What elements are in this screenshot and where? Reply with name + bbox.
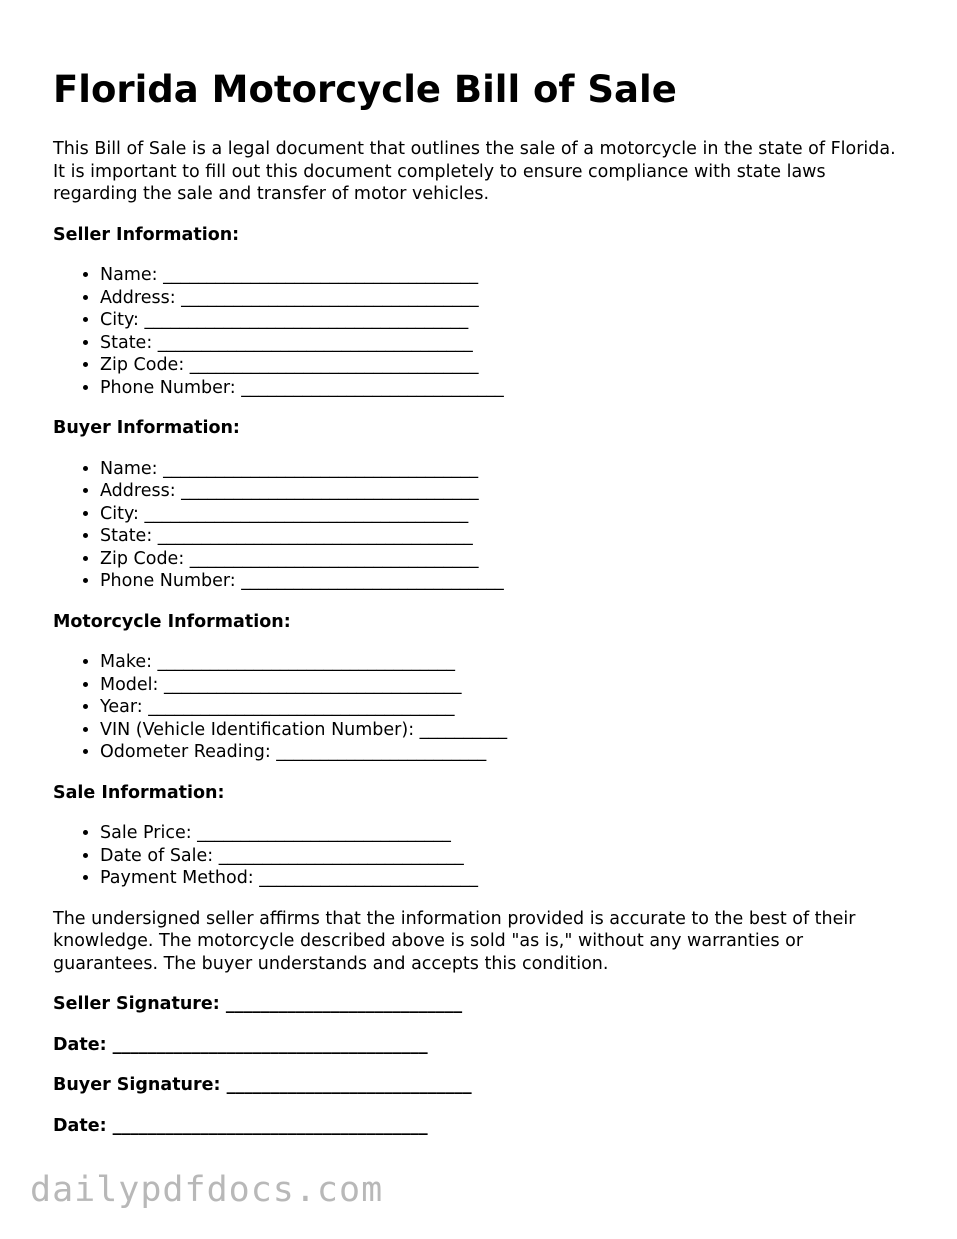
- buyer-phone-field: • Phone Number: ______________________________: [100, 570, 913, 593]
- page-title: Florida Motorcycle Bill of Sale: [53, 68, 677, 111]
- buyer-signature-line: Buyer Signature: ____________________________: [53, 1075, 472, 1095]
- sale-fields-list: [53, 822, 913, 890]
- buyer-state-field: • State: ____________________________________: [100, 525, 913, 548]
- motorcycle-fields-list: [53, 651, 913, 764]
- seller-fields-list: [53, 264, 913, 399]
- intro-paragraph: This Bill of Sale is a legal document that outlines the sale of a motorcycle in the state of Florida. It is important to fill out this document completely to ensure compliance with state laws regarding the sale and transfer of motor vehicles.: [53, 139, 896, 204]
- motorcycle-section-heading: Motorcycle Information:: [53, 611, 291, 632]
- buyer-name-field: • Name: ____________________________________: [100, 458, 913, 481]
- seller-section-heading: Seller Information:: [53, 224, 240, 245]
- seller-zip-field: • Zip Code: _________________________________: [100, 354, 913, 377]
- motorcycle-year-field: • Year: ___________________________________: [100, 696, 913, 719]
- watermark: dailypdfdocs.com: [30, 1170, 384, 1210]
- sale-price-field: • Sale Price: _____________________________: [100, 822, 913, 845]
- seller-phone-field: • Phone Number: ______________________________: [100, 377, 913, 400]
- seller-state-field: • State: ____________________________________: [100, 332, 913, 355]
- document-page: [53, 66, 913, 1155]
- buyer-date-line: Date: ____________________________________: [53, 1115, 428, 1136]
- seller-city-field: • City: _____________________________________: [100, 309, 913, 332]
- sale-date-field: • Date of Sale: ____________________________: [100, 845, 913, 868]
- buyer-fields-list: [53, 458, 913, 593]
- motorcycle-odometer-field: • Odometer Reading: ________________________: [100, 741, 913, 764]
- sale-payment-method-field: • Payment Method: _________________________: [100, 867, 913, 890]
- sale-section-heading: Sale Information:: [53, 782, 225, 803]
- seller-date-line: Date: ____________________________________: [53, 1034, 428, 1055]
- buyer-zip-field: • Zip Code: _________________________________: [100, 548, 913, 571]
- motorcycle-vin-field: • VIN (Vehicle Identification Number): __________: [100, 719, 913, 742]
- seller-address-field: • Address: __________________________________: [100, 287, 913, 310]
- buyer-address-field: • Address: __________________________________: [100, 480, 913, 503]
- motorcycle-model-field: • Model: __________________________________: [100, 674, 913, 697]
- affirmation-paragraph: The undersigned seller affirms that the information provided is accurate to the best of their knowledge. The motorcycle described above is sold "as is," without any warranties or guarantees. The buyer understands and accepts this condition.: [53, 908, 856, 974]
- seller-signature-line: Seller Signature: ___________________________: [53, 994, 463, 1014]
- motorcycle-make-field: • Make: __________________________________: [100, 651, 913, 674]
- buyer-section-heading: Buyer Information:: [53, 418, 240, 438]
- buyer-city-field: • City: _____________________________________: [100, 503, 913, 526]
- seller-name-field: • Name: ____________________________________: [100, 264, 913, 287]
